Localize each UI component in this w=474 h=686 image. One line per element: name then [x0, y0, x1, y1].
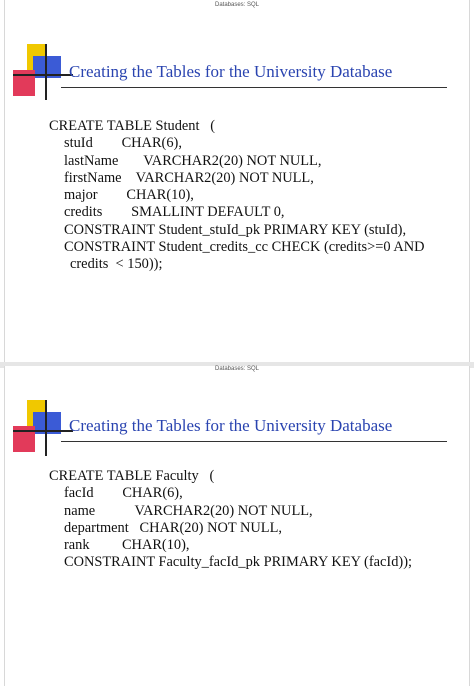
code-line: CONSTRAINT Student_credits_cc CHECK (credits>=0 AND: [64, 239, 425, 256]
sql-code-block: [49, 118, 425, 274]
code-line: facId CHAR(6),: [64, 485, 183, 502]
slide-logo-icon: [13, 400, 73, 456]
code-line: CONSTRAINT Faculty_facId_pk PRIMARY KEY (facId));: [64, 554, 412, 571]
slide-title: Creating the Tables for the University Database: [69, 62, 393, 81]
code-line: name VARCHAR2(20) NOT NULL,: [64, 502, 313, 519]
code-line: CONSTRAINT Student_stuId_pk PRIMARY KEY (stuId),: [64, 221, 407, 238]
code-line: department CHAR(20) NOT NULL,: [64, 519, 282, 536]
slide-title: Creating the Tables for the University Database: [69, 416, 393, 435]
code-line: stuId CHAR(6),: [64, 135, 182, 152]
slide-logo-icon: [13, 44, 73, 100]
title-underline: [61, 441, 447, 442]
slide-header: Databases: SQL: [214, 366, 260, 372]
title-underline: [61, 87, 447, 88]
code-line: rank CHAR(10),: [64, 537, 190, 554]
code-line: credits SMALLINT DEFAULT 0,: [64, 204, 285, 221]
code-line: credits < 150));: [70, 256, 163, 273]
code-line: major CHAR(10),: [64, 187, 194, 204]
code-line: firstName VARCHAR2(20) NOT NULL,: [64, 169, 314, 186]
code-line: CREATE TABLE Faculty (: [49, 468, 215, 484]
code-line: lastName VARCHAR2(20) NOT NULL,: [64, 152, 322, 169]
slide-student: [4, 0, 470, 364]
code-line: CREATE TABLE Student (: [49, 118, 216, 134]
slide-faculty: [4, 366, 470, 686]
slide-header: Databases: SQL: [214, 2, 260, 8]
sql-code-block: [49, 468, 412, 572]
